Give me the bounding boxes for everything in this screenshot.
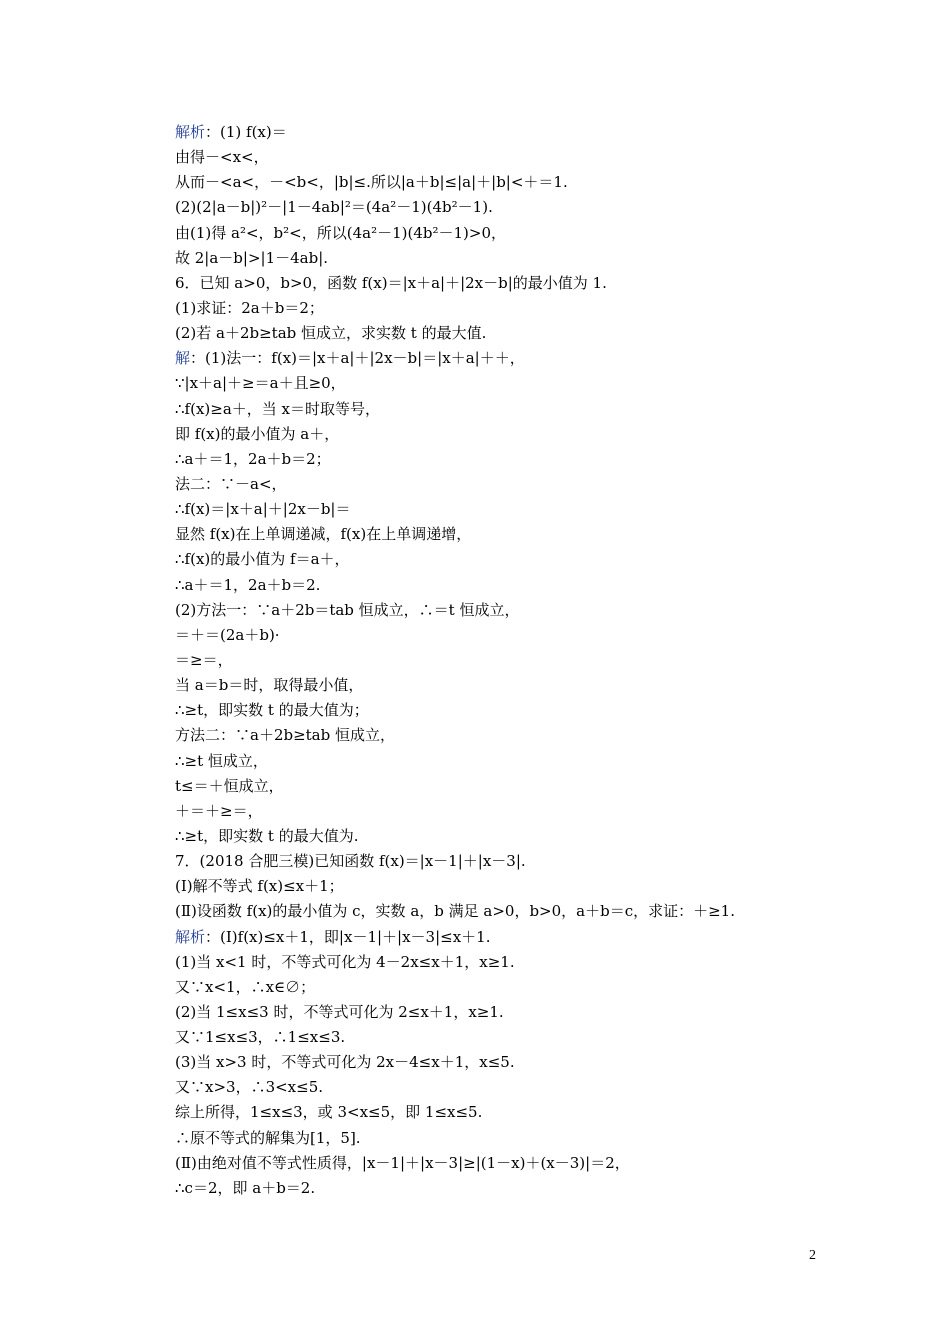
text-line bbox=[175, 497, 875, 522]
line-text: 6．已知 a>0，b>0，函数 f(x)＝|x＋a|＋|2x－b|的最小值为 1. bbox=[175, 273, 607, 292]
line-text: ∴f(x)的最小值为 f＝a＋， bbox=[175, 550, 350, 569]
text-line bbox=[175, 849, 875, 874]
text-line bbox=[175, 397, 875, 422]
line-text: t≤＝＋恒成立， bbox=[175, 776, 284, 795]
line-text: 由(1)得 a²<，b²<，所以(4a²－1)(4b²－1)>0， bbox=[175, 223, 506, 242]
line-text: 法二：∵－a<， bbox=[175, 474, 287, 493]
text-line bbox=[175, 371, 875, 396]
answer-label: 解析 bbox=[175, 123, 206, 141]
text-line bbox=[175, 573, 875, 598]
line-text: ∴原不等式的解集为[1，5]. bbox=[175, 1128, 361, 1147]
text-line bbox=[175, 271, 875, 296]
text-line bbox=[175, 648, 875, 673]
page-number: 2 bbox=[809, 1248, 816, 1263]
line-text: (1)当 x<1 时，不等式可化为 4－2x≤x＋1，x≥1. bbox=[175, 952, 515, 971]
text-line bbox=[175, 1000, 875, 1025]
line-text: 故 2|a－b|>|1－4ab|. bbox=[175, 248, 329, 267]
text-line bbox=[175, 1050, 875, 1075]
line-text: ∴c＝2，即 a＋b＝2. bbox=[175, 1178, 316, 1197]
line-text: ∴a＋＝1，2a＋b＝2. bbox=[175, 575, 321, 594]
line-text: ∴≥t 恒成立， bbox=[175, 751, 268, 770]
text-line bbox=[175, 547, 875, 572]
text-line bbox=[175, 950, 875, 975]
text-line bbox=[175, 195, 875, 220]
line-text: 即 f(x)的最小值为 a＋， bbox=[175, 424, 340, 443]
text-line bbox=[175, 1025, 875, 1050]
line-text: (2)方法一：∵a＋2b＝tab 恒成立，∴＝t 恒成立， bbox=[175, 600, 520, 619]
text-line bbox=[175, 899, 875, 924]
text-line bbox=[175, 698, 875, 723]
answer-label: 解析 bbox=[175, 927, 206, 946]
line-text: 综上所得，1≤x≤3，或 3<x≤5，即 1≤x≤5. bbox=[175, 1103, 483, 1122]
text-line bbox=[175, 749, 875, 774]
text-line bbox=[175, 422, 875, 447]
text-line bbox=[175, 623, 875, 648]
text-line bbox=[175, 321, 875, 346]
text-line bbox=[175, 673, 875, 698]
line-text: ＋＝＋≥＝， bbox=[175, 801, 263, 820]
text-line bbox=[175, 522, 875, 547]
text-line bbox=[175, 296, 875, 321]
line-text: (Ⅱ)由绝对值不等式性质得，|x－1|＋|x－3|≥|(1－x)＋(x－3)|＝2， bbox=[175, 1153, 630, 1172]
document-body bbox=[175, 120, 875, 1201]
line-text: 又∵x<1，∴x∈∅； bbox=[175, 977, 316, 996]
line-text: 7．(2018 合肥三模)已知函数 f(x)＝|x－1|＋|x－3|. bbox=[175, 852, 526, 871]
text-line bbox=[175, 774, 875, 799]
line-text: ∴f(x)≥a＋，当 x＝时取等号， bbox=[175, 399, 380, 418]
line-text: (1)求证：2a＋b＝2； bbox=[175, 298, 324, 317]
text-line bbox=[175, 145, 875, 170]
text-line bbox=[175, 346, 875, 371]
text-line bbox=[175, 1151, 875, 1176]
line-text: ∵|x＋a|＋≥＝a＋且≥0， bbox=[175, 374, 346, 393]
line-text: (Ⅰ)解不等式 f(x)≤x＋1； bbox=[175, 877, 344, 896]
text-line bbox=[175, 221, 875, 246]
line-text: ∴≥t，即实数 t 的最大值为； bbox=[175, 701, 369, 720]
text-line bbox=[175, 447, 875, 472]
line-text: (Ⅱ)设函数 f(x)的最小值为 c，实数 a，b 满足 a>0，b>0，a＋b＝c，求证：＋≥1. bbox=[175, 902, 735, 921]
text-line bbox=[175, 120, 875, 145]
line-text: ＝≥＝， bbox=[175, 650, 233, 669]
text-line bbox=[175, 824, 875, 849]
text-line bbox=[175, 1075, 875, 1100]
text-line bbox=[175, 799, 875, 824]
line-text: (3)当 x>3 时，不等式可化为 2x－4≤x＋1，x≤5. bbox=[175, 1053, 515, 1072]
line-text: ：(1) f(x)＝ bbox=[205, 123, 287, 141]
text-line bbox=[175, 975, 875, 1000]
line-text: 又∵x>3，∴3<x≤5. bbox=[175, 1078, 324, 1097]
line-text: 又∵1≤x≤3，∴1≤x≤3. bbox=[175, 1028, 346, 1047]
text-line bbox=[175, 925, 875, 950]
text-line bbox=[175, 723, 875, 748]
line-text: ∴≥t，即实数 t 的最大值为. bbox=[175, 826, 359, 845]
answer-label: 解 bbox=[175, 349, 191, 368]
line-text: 方法二：∵a＋2b≥tab 恒成立， bbox=[175, 726, 395, 745]
line-text: 当 a＝b＝时，取得最小值， bbox=[175, 676, 364, 695]
line-text: ：(1)法一：f(x)＝|x＋a|＋|2x－b|＝|x＋a|＋＋， bbox=[190, 349, 525, 368]
line-text: 显然 f(x)在上单调递减，f(x)在上单调递增， bbox=[175, 525, 472, 544]
text-line bbox=[175, 170, 875, 195]
line-text: 由得－<x<， bbox=[175, 148, 269, 167]
text-line bbox=[175, 1126, 875, 1151]
text-line bbox=[175, 1176, 875, 1201]
line-text: ∴a＋＝1，2a＋b＝2； bbox=[175, 449, 331, 468]
text-line bbox=[175, 598, 875, 623]
text-line bbox=[175, 472, 875, 497]
text-line bbox=[175, 874, 875, 899]
line-text: ∴f(x)＝|x＋a|＋|2x－b|＝ bbox=[175, 500, 351, 519]
line-text: (2)(2|a－b|)²－|1－4ab|²＝(4a²－1)(4b²－1). bbox=[175, 198, 493, 217]
text-line bbox=[175, 246, 875, 271]
line-text: (2)若 a＋2b≥tab 恒成立，求实数 t 的最大值. bbox=[175, 324, 487, 343]
line-text: ：(Ⅰ)f(x)≤x＋1，即|x－1|＋|x－3|≤x＋1. bbox=[205, 927, 491, 946]
line-text: ＝＋＝(2a＋b)· bbox=[175, 625, 280, 644]
line-text: 从而－<a<，－<b<，|b|≤.所以|a＋b|≤|a|＋|b|<＋＝1. bbox=[175, 173, 568, 192]
line-text: (2)当 1≤x≤3 时，不等式可化为 2≤x＋1，x≥1. bbox=[175, 1002, 504, 1021]
text-line bbox=[175, 1100, 875, 1125]
